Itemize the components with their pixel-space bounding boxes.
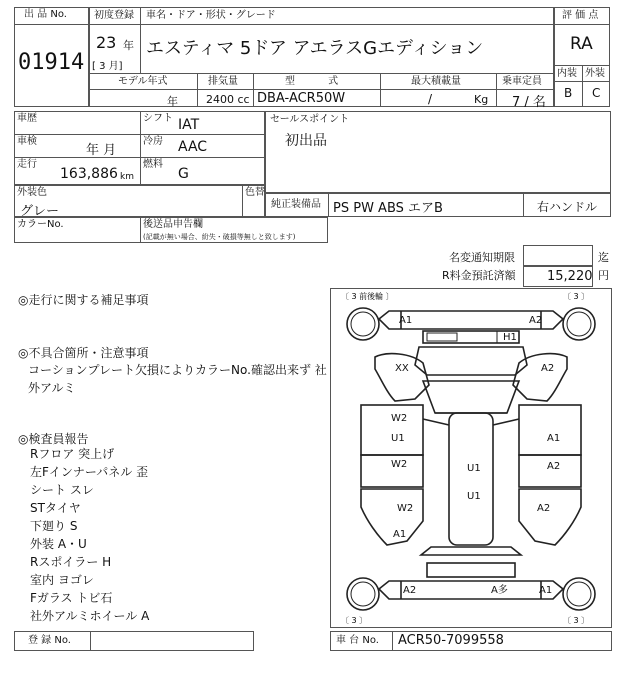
aftermarket-note: (記載が無い場合、紛失・破損等無しと致します) (143, 233, 296, 241)
mark-fender-right: A2 (541, 363, 555, 374)
color-no-label: カラーNo. (17, 219, 64, 230)
mark-front-right: A2 (529, 315, 543, 326)
name-change-label: 名変通知期限 (449, 251, 515, 264)
driving-title: ◎走行に関する補足事項 (18, 293, 149, 307)
chassis-no-label: 車 台 No. (336, 635, 379, 646)
capacity: 7 / 名 (512, 95, 546, 110)
recycle-label: R料金預託済額 (442, 269, 516, 282)
genuine-equipment-label: 純正装備品 (271, 199, 321, 210)
lot-no-label: 出 品 No. (24, 9, 67, 20)
model-year-label: モデル年式 (118, 76, 168, 87)
ac: AAC (178, 139, 208, 155)
first-reg-year: 23 (96, 33, 117, 52)
inspection-label: 車検 (17, 136, 37, 147)
inspector-item: 下廻り S (30, 519, 78, 533)
inspector-item: Fガラス トビ石 (30, 591, 113, 605)
model-year-unit: 年 (167, 95, 178, 108)
aftermarket-label: 後送品申告欄 (143, 219, 203, 230)
overall-grade: RA (570, 34, 593, 54)
inspector-item: 社外アルミホイール A (30, 609, 150, 623)
chassis-no: ACR50-7099558 (398, 633, 504, 648)
fender-front-right (513, 354, 567, 401)
mark-roof-2: U1 (467, 491, 481, 502)
type-label: 型 式 (285, 76, 339, 87)
inspector-title: ◎検査員報告 (18, 432, 89, 446)
inspector-item: シート スレ (30, 483, 94, 497)
exterior-color-label: 外装色 (17, 187, 47, 198)
defects-line-2: 外アルミ (28, 381, 76, 395)
inspection-value: 年 月 (86, 143, 117, 158)
max-load: / (428, 92, 433, 106)
tire-label-tr: 〔 3 〕 (563, 292, 590, 301)
exterior-grade: C (592, 86, 601, 100)
mark-fender-left: XX (395, 363, 409, 374)
mileage: 163,886 (60, 166, 118, 182)
sales-point: 初出品 (285, 133, 327, 149)
lot-no: 01914 (18, 50, 85, 75)
tire-label-bl: 〔 3 〕 (341, 616, 368, 625)
registration-no-label: 登 録 No. (28, 635, 71, 646)
model-type: DBA-ACR50W (257, 91, 346, 106)
name-change-field (523, 245, 593, 266)
tire-label-br: 〔 3 〕 (563, 616, 590, 625)
mark-rear-left: A2 (403, 585, 417, 596)
mark-door-l1: W2 (391, 413, 408, 424)
mark-windshield: H1 (503, 332, 517, 343)
ac-label: 冷房 (143, 136, 163, 147)
wheel-rear-left (347, 578, 379, 610)
name-change-unit: 迄 (598, 251, 609, 264)
exterior-color: グレー (20, 204, 60, 219)
door-right-front (519, 405, 581, 455)
fender-front-left (375, 354, 429, 401)
color-change-label: 色替 (245, 187, 265, 198)
mark-door-r2: A2 (547, 461, 561, 472)
car-name-label: 車名・ドア・形状・グレード (146, 10, 276, 21)
first-reg-year-unit: 年 (123, 39, 134, 52)
interior-label: 内装 (557, 68, 577, 79)
max-load-unit: Kg (474, 93, 489, 106)
wheel-front-left (347, 308, 379, 340)
max-load-label: 最大積載量 (411, 76, 461, 87)
mark-door-l3: W2 (391, 459, 408, 470)
inspector-item: 室内 ヨゴレ (30, 573, 94, 587)
mileage-label: 走行 (17, 159, 37, 170)
first-reg-label: 初度登録 (94, 10, 134, 21)
handle: 右ハンドル (537, 200, 598, 214)
fuel-label: 燃料 (143, 159, 163, 170)
inspector-item: Rスポイラー H (30, 555, 112, 569)
displacement-label: 排気量 (208, 76, 238, 87)
grade-label: 評 価 点 (562, 10, 599, 21)
shift: IAT (178, 117, 200, 133)
mark-door-l2: U1 (391, 433, 405, 444)
exterior-label: 外装 (585, 68, 605, 79)
inspector-item: STタイヤ (30, 501, 81, 515)
rear-hatch (421, 547, 521, 555)
recycle-unit: 円 (598, 269, 609, 282)
mark-quarter-l2: A1 (393, 529, 407, 540)
hood (415, 347, 527, 375)
quarter-right (519, 489, 581, 545)
defects-title: ◎不具合箇所・注意事項 (18, 346, 149, 360)
wheel-front-right (563, 308, 595, 340)
mark-roof-1: U1 (467, 463, 481, 474)
mark-quarter-r: A2 (537, 503, 551, 514)
wheel-rear-right (563, 578, 595, 610)
genuine-equipment: PS PW ABS エアB (333, 201, 443, 216)
mark-rear-center: A多 (491, 585, 508, 596)
mark-rear-right: A1 (539, 585, 553, 596)
windshield (423, 381, 519, 413)
defects-line-1: コーションプレート欠損によりカラーNo.確認出来ず 社 (28, 363, 327, 377)
mileage-unit: km (120, 172, 134, 182)
capacity-label: 乗車定員 (502, 76, 542, 87)
history-label: 車歴 (17, 113, 37, 124)
mark-quarter-l1: W2 (397, 503, 414, 514)
inspector-item: Rフロア 突上げ (30, 447, 115, 461)
roof (449, 413, 493, 545)
damage-diagram (330, 288, 612, 628)
interior-grade: B (564, 86, 573, 100)
inspector-item: 外装 A・U (30, 537, 87, 551)
quarter-left (361, 489, 423, 545)
displacement: 2400 cc (206, 93, 250, 106)
shift-label: シフト (143, 113, 173, 124)
car-diagram-svg (331, 289, 611, 627)
car-name: エスティマ 5ドア アエラスGエディション (146, 38, 484, 59)
inspector-item: 左Fインナーパネル 歪 (30, 465, 149, 479)
tire-label-tl: 〔 3 前後輪 〕 (341, 292, 394, 301)
mark-door-r1: A1 (547, 433, 561, 444)
fuel: G (178, 166, 189, 182)
first-reg-month: [ 3 月] (92, 61, 123, 72)
sales-point-label: セールスポイント (270, 114, 350, 125)
mark-front-left: A1 (399, 315, 413, 326)
recycle-value: 15,220 (547, 269, 593, 284)
